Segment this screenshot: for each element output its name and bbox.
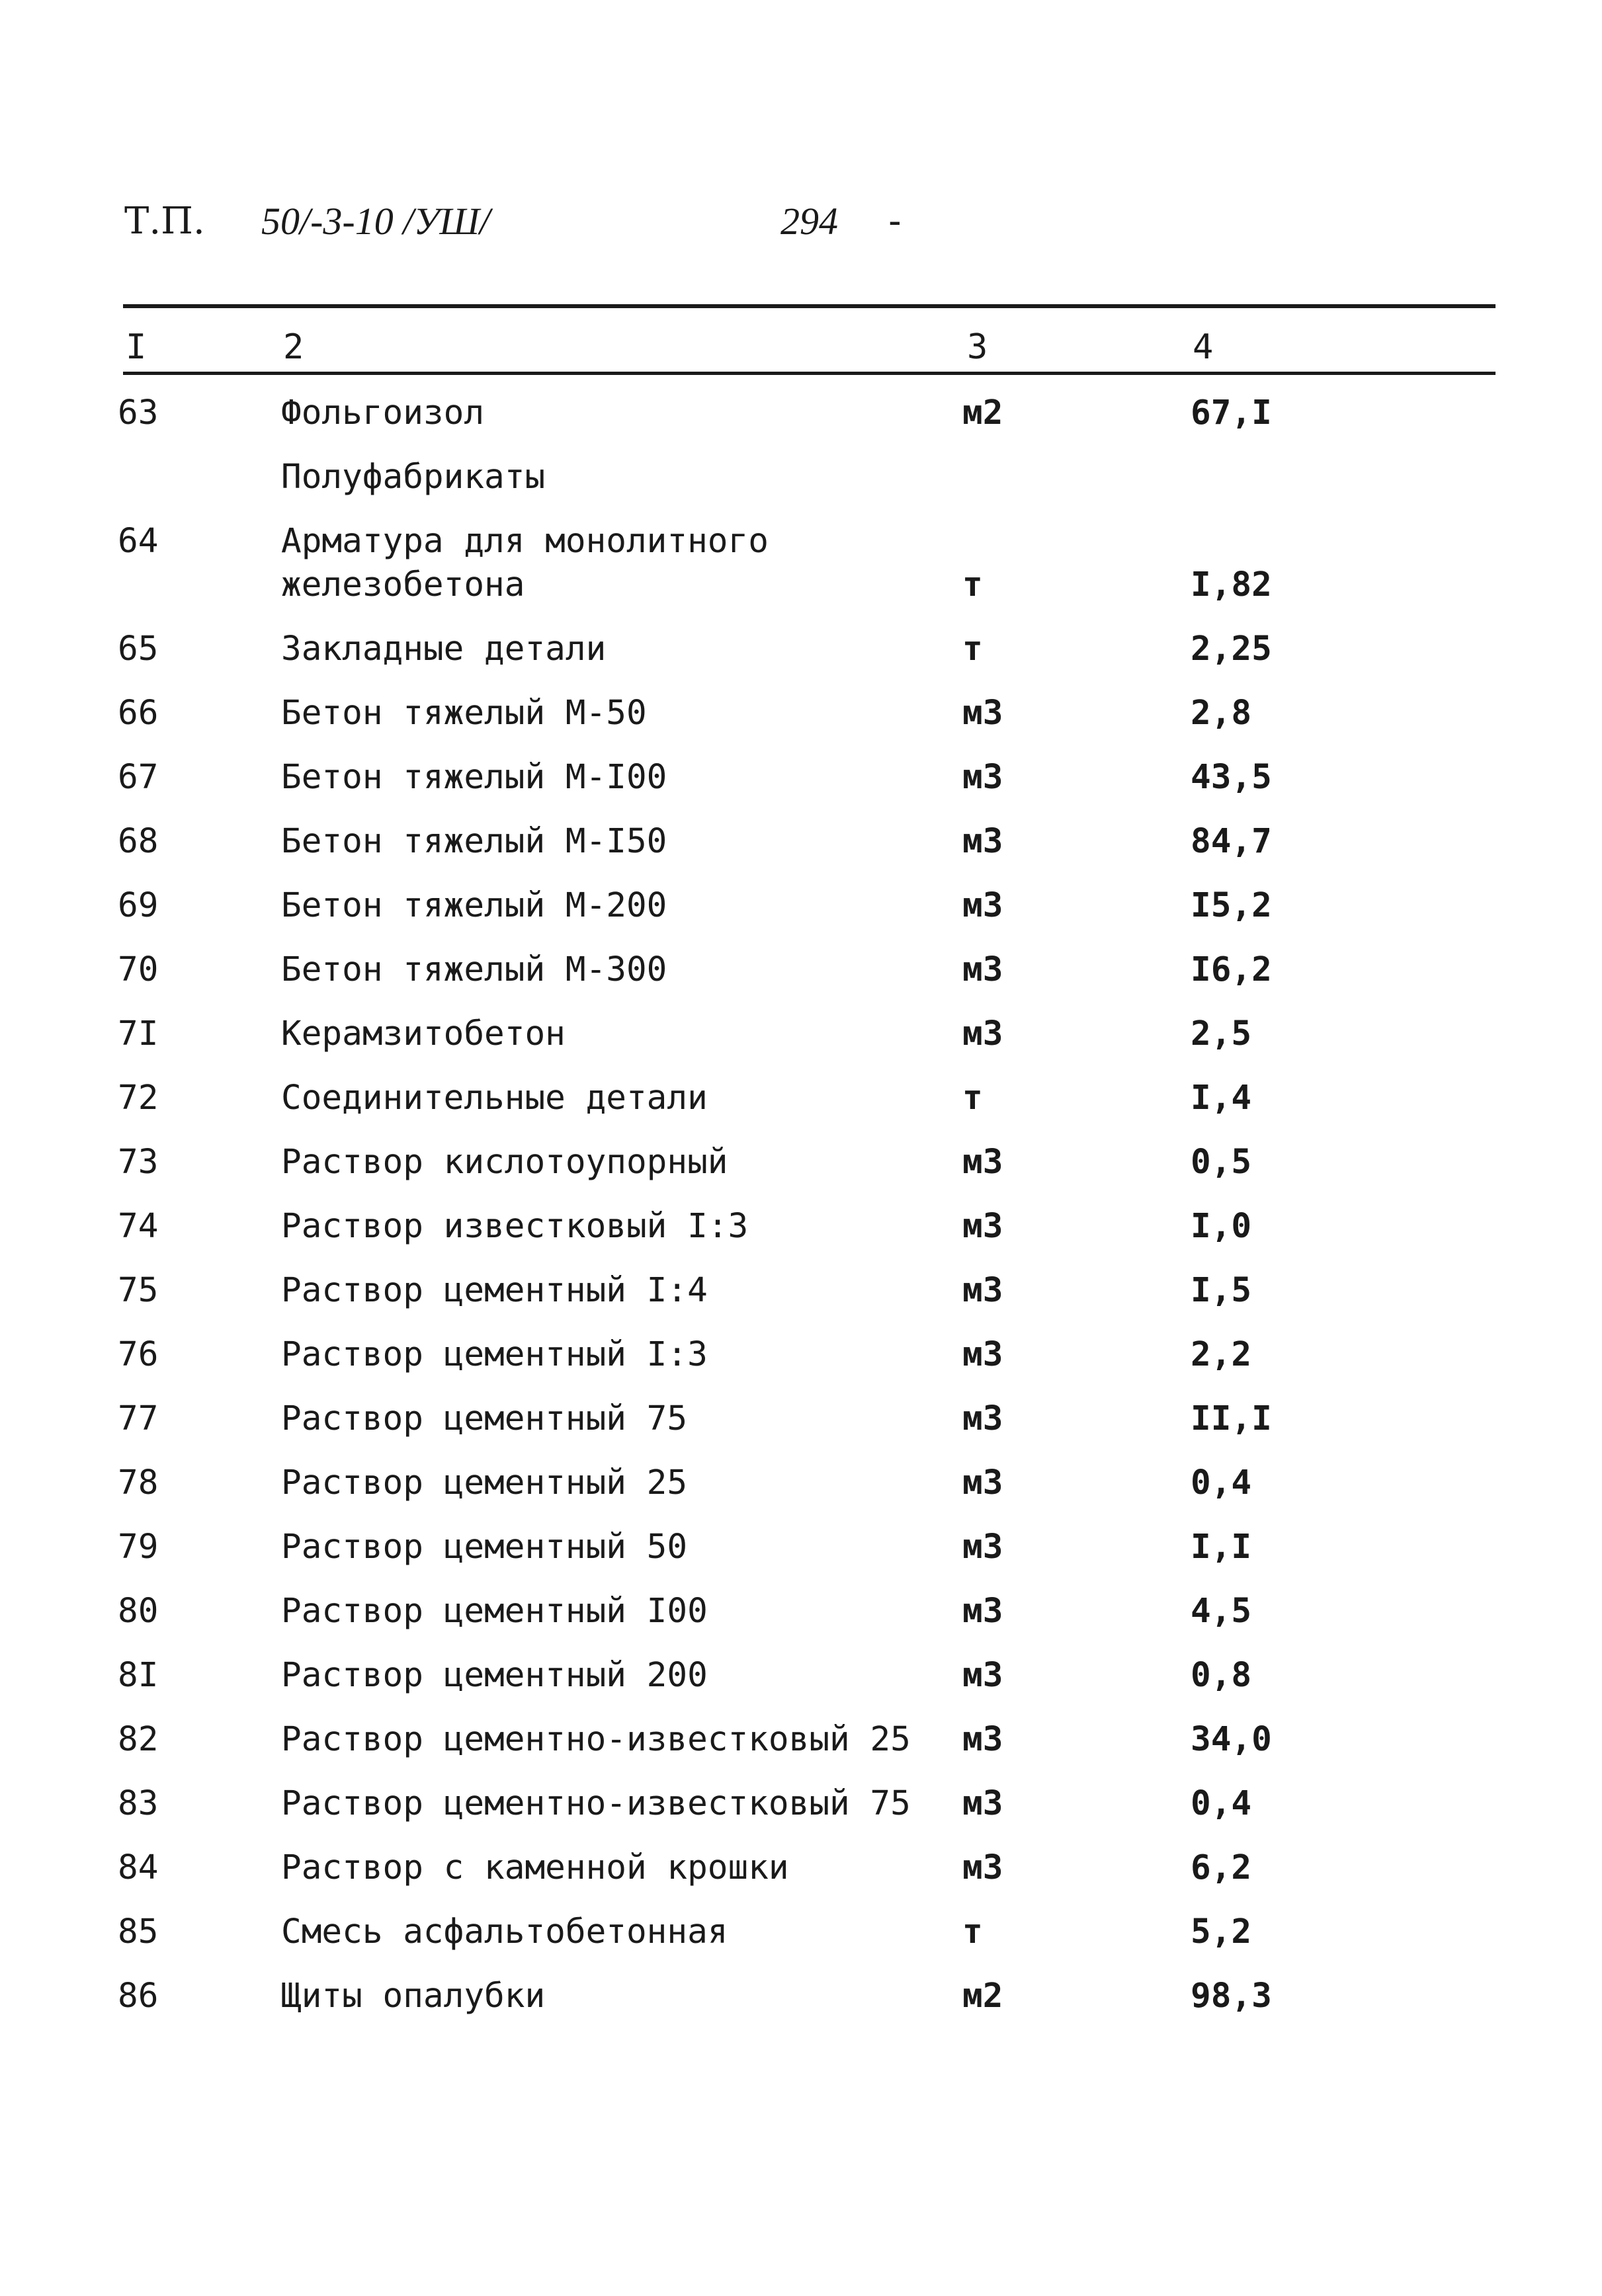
row-number: 65 bbox=[118, 630, 159, 669]
table-row bbox=[0, 1718, 1602, 1782]
section-heading-row bbox=[0, 456, 1602, 520]
row-name: Бетон тяжелый М-200 bbox=[281, 886, 667, 925]
table-row bbox=[0, 692, 1602, 756]
row-name: Раствор цементно-известковый 75 bbox=[281, 1784, 911, 1823]
row-unit: м3 bbox=[962, 1014, 1003, 1053]
row-unit: м3 bbox=[962, 1335, 1003, 1374]
row-name: Раствор цементно-известковый 25 bbox=[281, 1720, 911, 1759]
material-table bbox=[0, 391, 1602, 2039]
row-unit: м3 bbox=[962, 1848, 1003, 1887]
row-unit: м3 bbox=[962, 1592, 1003, 1631]
row-quantity: II,I bbox=[1191, 1399, 1272, 1438]
row-name: Соединительные детали bbox=[281, 1079, 708, 1118]
row-quantity: 0,4 bbox=[1191, 1784, 1252, 1823]
column-header-3: 3 bbox=[967, 327, 988, 367]
row-name: Фольгоизол bbox=[281, 393, 485, 432]
row-quantity: I,0 bbox=[1191, 1207, 1252, 1246]
table-row bbox=[0, 756, 1602, 820]
row-number: 74 bbox=[118, 1207, 159, 1246]
row-number: 84 bbox=[118, 1848, 159, 1887]
table-row bbox=[0, 948, 1602, 1012]
table-row bbox=[0, 1910, 1602, 1975]
column-header-4: 4 bbox=[1193, 327, 1214, 367]
row-name: Бетон тяжелый М-300 bbox=[281, 950, 667, 989]
table-row bbox=[0, 1526, 1602, 1590]
row-unit: т bbox=[962, 1079, 983, 1118]
row-quantity: 34,0 bbox=[1191, 1720, 1272, 1759]
table-row bbox=[0, 391, 1602, 456]
row-quantity: 2,5 bbox=[1191, 1014, 1252, 1053]
row-name: Раствор кислотоупорный bbox=[281, 1143, 728, 1182]
row-quantity: 84,7 bbox=[1191, 822, 1272, 861]
row-quantity: 4,5 bbox=[1191, 1592, 1252, 1631]
row-number: 85 bbox=[118, 1912, 159, 1951]
row-name: Смесь асфальтобетонная bbox=[281, 1912, 728, 1951]
table-row bbox=[0, 1846, 1602, 1910]
row-name: Раствор цементный 75 bbox=[281, 1399, 688, 1438]
row-quantity: I,4 bbox=[1191, 1079, 1252, 1118]
row-quantity: 6,2 bbox=[1191, 1848, 1252, 1887]
row-unit: м3 bbox=[962, 822, 1003, 861]
table-row bbox=[0, 1654, 1602, 1718]
table-row bbox=[0, 1397, 1602, 1461]
row-number: 63 bbox=[118, 393, 159, 432]
row-number: 80 bbox=[118, 1592, 159, 1631]
doc-label: Т.П. bbox=[124, 200, 205, 243]
table-row bbox=[0, 1461, 1602, 1526]
row-number: 7I bbox=[118, 1014, 159, 1053]
row-unit: м3 bbox=[962, 1656, 1003, 1695]
row-name: Раствор с каменной крошки bbox=[281, 1848, 789, 1887]
row-unit: м2 bbox=[962, 1977, 1003, 2016]
row-quantity: 98,3 bbox=[1191, 1977, 1272, 2016]
row-name: Керамзитобетон bbox=[281, 1014, 566, 1053]
row-name: Закладные детали bbox=[281, 630, 607, 669]
row-name-line-1: Арматура для монолитного bbox=[281, 522, 769, 561]
page-number: 294 bbox=[780, 200, 838, 243]
row-quantity: 2,25 bbox=[1191, 630, 1272, 669]
table-row bbox=[0, 628, 1602, 692]
row-unit: м2 bbox=[962, 393, 1003, 432]
section-heading: Полуфабрикаты bbox=[281, 458, 546, 497]
row-quantity: 2,2 bbox=[1191, 1335, 1252, 1374]
table-top-rule bbox=[123, 304, 1496, 308]
row-unit: т bbox=[962, 565, 983, 604]
row-unit: м3 bbox=[962, 1463, 1003, 1502]
table-row bbox=[0, 520, 1602, 628]
row-number: 79 bbox=[118, 1528, 159, 1567]
row-number: 68 bbox=[118, 822, 159, 861]
row-unit: м3 bbox=[962, 694, 1003, 733]
row-unit: м3 bbox=[962, 1720, 1003, 1759]
row-unit: т bbox=[962, 1912, 983, 1951]
table-row bbox=[0, 1782, 1602, 1846]
row-quantity: 0,8 bbox=[1191, 1656, 1252, 1695]
row-unit: м3 bbox=[962, 1207, 1003, 1246]
table-row bbox=[0, 1590, 1602, 1654]
row-number: 70 bbox=[118, 950, 159, 989]
row-quantity: 0,4 bbox=[1191, 1463, 1252, 1502]
row-number: 77 bbox=[118, 1399, 159, 1438]
row-unit: т bbox=[962, 630, 983, 669]
row-name-line-2: железобетона bbox=[281, 565, 525, 604]
column-header-2: 2 bbox=[283, 327, 304, 367]
row-number: 82 bbox=[118, 1720, 159, 1759]
row-number: 69 bbox=[118, 886, 159, 925]
row-number: 86 bbox=[118, 1977, 159, 2016]
table-row bbox=[0, 1012, 1602, 1077]
row-unit: м3 bbox=[962, 1528, 1003, 1567]
row-unit: м3 bbox=[962, 886, 1003, 925]
row-number: 78 bbox=[118, 1463, 159, 1502]
row-unit: м3 bbox=[962, 950, 1003, 989]
header-underline-rule bbox=[123, 372, 1496, 375]
row-number: 64 bbox=[118, 522, 159, 561]
row-quantity: I,5 bbox=[1191, 1271, 1252, 1310]
row-unit: м3 bbox=[962, 1143, 1003, 1182]
table-row bbox=[0, 820, 1602, 884]
row-number: 83 bbox=[118, 1784, 159, 1823]
row-unit: м3 bbox=[962, 1784, 1003, 1823]
table-row bbox=[0, 1141, 1602, 1205]
row-quantity: 67,I bbox=[1191, 393, 1272, 432]
row-quantity: 2,8 bbox=[1191, 694, 1252, 733]
row-name: Бетон тяжелый М-I50 bbox=[281, 822, 667, 861]
row-name: Раствор цементный I00 bbox=[281, 1592, 708, 1631]
row-unit: м3 bbox=[962, 1271, 1003, 1310]
row-unit: м3 bbox=[962, 1399, 1003, 1438]
table-row bbox=[0, 1269, 1602, 1333]
row-name: Раствор цементный 50 bbox=[281, 1528, 688, 1567]
row-name: Раствор цементный 25 bbox=[281, 1463, 688, 1502]
doc-code: 50/-3-10 /УШ/ bbox=[261, 200, 490, 243]
row-number: 73 bbox=[118, 1143, 159, 1182]
row-name: Раствор цементный I:4 bbox=[281, 1271, 708, 1310]
table-row bbox=[0, 884, 1602, 948]
table-row bbox=[0, 1205, 1602, 1269]
row-name: Бетон тяжелый М-50 bbox=[281, 694, 647, 733]
column-header-1: I bbox=[126, 327, 147, 367]
row-name: Раствор цементный I:3 bbox=[281, 1335, 708, 1374]
table-row bbox=[0, 1077, 1602, 1141]
table-row bbox=[0, 1333, 1602, 1397]
row-unit: м3 bbox=[962, 758, 1003, 797]
row-number: 66 bbox=[118, 694, 159, 733]
row-quantity: I,82 bbox=[1191, 565, 1272, 604]
row-name: Щиты опалубки bbox=[281, 1977, 546, 2016]
row-quantity: I,I bbox=[1191, 1528, 1252, 1567]
row-name: Раствор цементный 200 bbox=[281, 1656, 708, 1695]
row-quantity: I6,2 bbox=[1191, 950, 1272, 989]
row-quantity: I5,2 bbox=[1191, 886, 1272, 925]
row-number: 76 bbox=[118, 1335, 159, 1374]
row-name: Бетон тяжелый М-I00 bbox=[281, 758, 667, 797]
row-number: 75 bbox=[118, 1271, 159, 1310]
row-quantity: 5,2 bbox=[1191, 1912, 1252, 1951]
row-name: Раствор известковый I:3 bbox=[281, 1207, 749, 1246]
row-number: 72 bbox=[118, 1079, 159, 1118]
row-quantity: 43,5 bbox=[1191, 758, 1272, 797]
table-row bbox=[0, 1975, 1602, 2039]
header-dash: - bbox=[884, 200, 906, 243]
row-number: 67 bbox=[118, 758, 159, 797]
row-name bbox=[281, 520, 769, 607]
row-number: 8I bbox=[118, 1656, 159, 1695]
row-quantity: 0,5 bbox=[1191, 1143, 1252, 1182]
